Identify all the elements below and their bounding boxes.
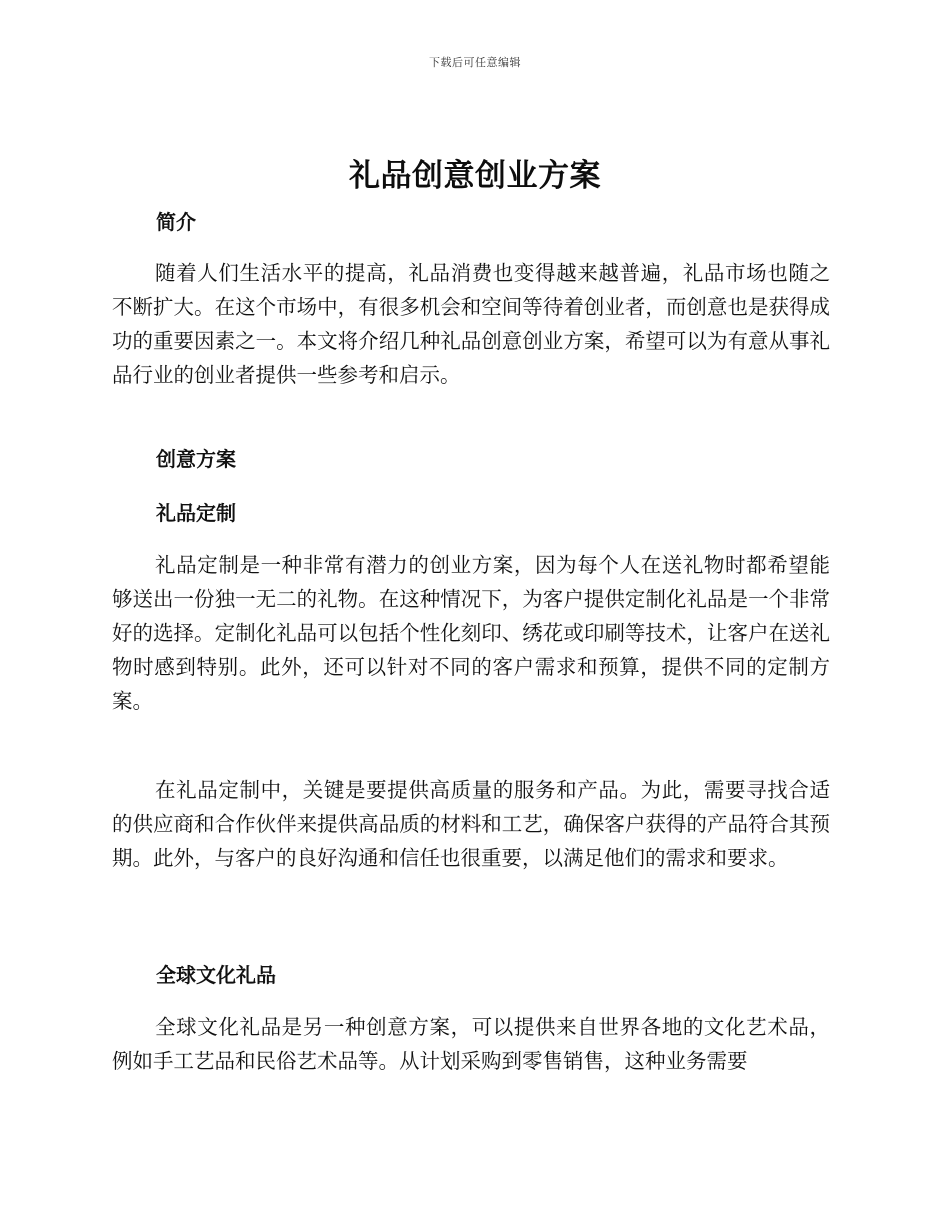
intro-paragraph: 随着人们生活水平的提高，礼品消费也变得越来越普遍，礼品市场也随之不断扩大。在这个市场中，有很多机会和空间等待着创业者，而创意也是获得成功的重要因素之一。本文将介绍几种礼品创意创业方案，希望可以为有意从事礼品行业的创业者提供一些参考和启示。: [112, 261, 830, 387]
custom-paragraph-1: 礼品定制是一种非常有潜力的创业方案，因为每个人在送礼物时都希望能够送出一份独一无二的礼物。在这种情况下，为客户提供定制化礼品是一个非常好的选择。定制化礼品可以包括个性化刻印、绣花或印刷等技术，让客户在送礼物时感到特别。此外，还可以针对不同的客户需求和预算，提供不同的定制方案。: [112, 553, 830, 713]
document-title: 礼品创意创业方案: [349, 158, 601, 194]
section-heading-global: 全球文化礼品: [156, 963, 276, 987]
section-heading-ideas: 创意方案: [156, 447, 236, 471]
global-paragraph: 全球文化礼品是另一种创意方案，可以提供来自世界各地的文化艺术品，例如手工艺品和民俗艺术品等。从计划采购到零售销售，这种业务需要: [112, 1015, 830, 1073]
header-note: 下载后可任意编辑: [429, 56, 521, 69]
section-heading-custom: 礼品定制: [156, 501, 236, 525]
section-heading-intro: 简介: [156, 210, 196, 234]
custom-paragraph-2: 在礼品定制中，关键是要提供高质量的服务和产品。为此，需要寻找合适的供应商和合作伙伴来提供高品质的材料和工艺，确保客户获得的产品符合其预期。此外，与客户的良好沟通和信任也很重要，以满足他们的需求和要求。: [112, 778, 830, 870]
